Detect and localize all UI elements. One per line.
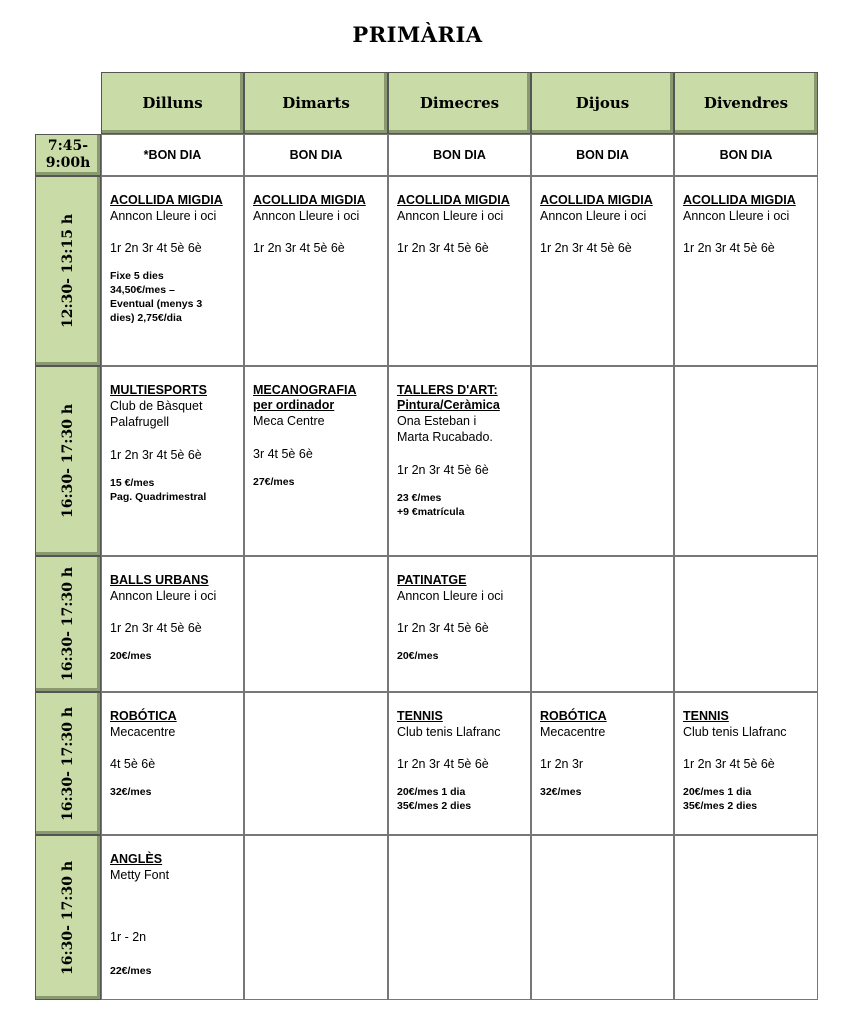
activity-price: 35€/mes 2 dies <box>397 800 472 812</box>
activity-title: Pintura/Ceràmica <box>397 398 500 412</box>
activity-title: ACOLLIDA MIGDIA <box>110 193 223 207</box>
day-header-0 <box>101 72 244 134</box>
activity-cell <box>674 835 818 1000</box>
activity-price: 20€/mes 1 dia <box>683 786 752 798</box>
activity-provider: Palafrugell <box>110 415 170 429</box>
bon-dia-cell-0 <box>101 134 244 176</box>
activity-cell <box>101 692 244 835</box>
time-slot-1 <box>35 176 101 366</box>
activity-price: Fixe 5 dies <box>110 270 164 282</box>
activity-grades: 1r 2n 3r 4t 5è 6è <box>397 463 489 477</box>
activity-price: 23 €/mes <box>397 492 442 504</box>
activity-title: MULTIESPORTS <box>110 383 207 397</box>
activity-grades: 1r 2n 3r 4t 5è 6è <box>253 241 345 255</box>
activity-price: 20€/mes 1 dia <box>397 786 466 798</box>
activity-provider: Marta Rucabado. <box>397 430 493 444</box>
activity-grades: 1r 2n 3r 4t 5è 6è <box>540 241 632 255</box>
activity-title: ACOLLIDA MIGDIA <box>397 193 510 207</box>
time-slot-4 <box>35 692 101 835</box>
activity-title: ACOLLIDA MIGDIA <box>683 193 796 207</box>
activity-cell <box>244 366 388 556</box>
activity-cell <box>244 556 388 692</box>
activity-price: 27€/mes <box>253 476 295 488</box>
bon-dia-label: *BON DIA <box>143 148 202 162</box>
bon-dia-cell-3 <box>531 134 674 176</box>
activity-price: 35€/mes 2 dies <box>683 800 758 812</box>
activity-cell <box>101 366 244 556</box>
activity-price: dies) 2,75€/dia <box>110 312 182 324</box>
activity-cell <box>674 366 818 556</box>
activity-title: MECANOGRAFIA <box>253 383 357 397</box>
activity-cell <box>531 556 674 692</box>
activity-title: ACOLLIDA MIGDIA <box>540 193 653 207</box>
day-header-label: Dimecres <box>419 94 500 112</box>
day-header-label: Dilluns <box>142 94 203 112</box>
activity-provider: Club tenis Llafranc <box>683 725 787 739</box>
page-title: PRIMÀRIA <box>352 22 483 47</box>
time-slot-5 <box>35 835 101 1000</box>
activity-cell <box>244 176 388 366</box>
activity-price: 32€/mes <box>110 786 152 798</box>
time-slot-label: 7:45- 9:00h <box>45 138 91 171</box>
activity-price: 20€/mes <box>110 650 152 662</box>
activity-price: Eventual (menys 3 <box>110 298 203 310</box>
activity-provider: Ona Esteban i <box>397 414 477 428</box>
day-header-label: Dijous <box>575 94 630 112</box>
time-slot-3 <box>35 556 101 692</box>
activity-title: ROBÓTICA <box>540 709 607 723</box>
time-slot-2 <box>35 366 101 556</box>
day-header-2 <box>388 72 531 134</box>
bon-dia-cell-2 <box>388 134 531 176</box>
activity-cell <box>101 835 244 1000</box>
activity-provider: Anncon Lleure i oci <box>397 589 504 603</box>
activity-title: BALLS URBANS <box>110 573 209 587</box>
activity-cell <box>244 692 388 835</box>
activity-price: Pag. Quadrimestral <box>110 491 207 503</box>
bon-dia-label: BON DIA <box>289 148 343 162</box>
activity-provider: Anncon Lleure i oci <box>110 589 217 603</box>
bon-dia-cell-1 <box>244 134 388 176</box>
activity-grades: 1r 2n 3r 4t 5è 6è <box>110 448 202 462</box>
time-slot-label: 16:30- 17:30 h <box>60 706 77 821</box>
activity-grades: 1r 2n 3r 4t 5è 6è <box>683 757 775 771</box>
activity-provider: Mecacentre <box>540 725 606 739</box>
bon-dia-label: BON DIA <box>719 148 773 162</box>
bon-dia-cell-4 <box>674 134 818 176</box>
activity-cell <box>674 556 818 692</box>
activity-grades: 3r 4t 5è 6è <box>253 447 313 461</box>
activity-cell <box>388 692 531 835</box>
activity-grades: 1r 2n 3r 4t 5è 6è <box>397 757 489 771</box>
activity-price: 32€/mes <box>540 786 582 798</box>
activity-provider: Metty Font <box>110 868 170 882</box>
activity-cell <box>531 366 674 556</box>
day-header-label: Divendres <box>703 94 789 112</box>
day-header-3 <box>531 72 674 134</box>
activity-title: ACOLLIDA MIGDIA <box>253 193 366 207</box>
activity-cell <box>388 835 531 1000</box>
activity-grades: 1r 2n 3r 4t 5è 6è <box>397 621 489 635</box>
activity-title: TENNIS <box>683 709 729 723</box>
activity-price: +9 €matrícula <box>397 506 465 518</box>
activity-grades: 1r 2n 3r 4t 5è 6è <box>110 241 202 255</box>
activity-provider: Mecacentre <box>110 725 176 739</box>
activity-grades: 1r 2n 3r 4t 5è 6è <box>397 241 489 255</box>
activity-cell <box>531 835 674 1000</box>
activity-cell <box>531 692 674 835</box>
time-slot-label: 16:30- 17:30 h <box>60 860 77 975</box>
day-header-1 <box>244 72 388 134</box>
activity-title: PATINATGE <box>397 573 467 587</box>
activity-grades: 1r 2n 3r 4t 5è 6è <box>110 621 202 635</box>
activity-cell <box>531 176 674 366</box>
activity-title: TALLERS D'ART: <box>397 383 498 397</box>
time-slot-label: 12:30- 13:15 h <box>60 213 77 329</box>
activity-provider: Anncon Lleure i oci <box>683 209 790 223</box>
activity-grades: 1r - 2n <box>110 930 147 944</box>
activity-grades: 1r 2n 3r 4t 5è 6è <box>683 241 775 255</box>
activity-provider: Club de Bàsquet <box>110 399 203 413</box>
day-header-4 <box>674 72 818 134</box>
activity-title: ROBÓTICA <box>110 709 177 723</box>
activity-grades: 4t 5è 6è <box>110 757 156 771</box>
activity-price: 34,50€/mes – <box>110 284 175 296</box>
activity-price: 22€/mes <box>110 965 152 977</box>
activity-cell <box>674 176 818 366</box>
activity-cell <box>388 366 531 556</box>
activity-cell <box>101 176 244 366</box>
time-slot-label: 16:30- 17:30 h <box>60 566 77 682</box>
activity-provider: Club tenis Llafranc <box>397 725 501 739</box>
activity-title: ANGLÈS <box>110 852 163 866</box>
activity-title: per ordinador <box>253 398 335 412</box>
activity-cell <box>388 176 531 366</box>
time-slot-label: 16:30- 17:30 h <box>60 403 77 519</box>
time-slot-0 <box>35 134 101 176</box>
activity-provider: Anncon Lleure i oci <box>253 209 360 223</box>
activity-price: 20€/mes <box>397 650 439 662</box>
activity-cell <box>244 835 388 1000</box>
bon-dia-label: BON DIA <box>433 148 486 162</box>
activity-provider: Anncon Lleure i oci <box>540 209 647 223</box>
bon-dia-label: BON DIA <box>576 148 629 162</box>
activity-grades: 1r 2n 3r <box>540 757 584 771</box>
activity-provider: Anncon Lleure i oci <box>397 209 504 223</box>
activity-title: TENNIS <box>397 709 443 723</box>
activity-price: 15 €/mes <box>110 477 155 489</box>
activity-cell <box>388 556 531 692</box>
activity-cell <box>674 692 818 835</box>
activity-cell <box>101 556 244 692</box>
activity-provider: Meca Centre <box>253 414 325 428</box>
day-header-label: Dimarts <box>282 94 350 112</box>
activity-provider: Anncon Lleure i oci <box>110 209 217 223</box>
